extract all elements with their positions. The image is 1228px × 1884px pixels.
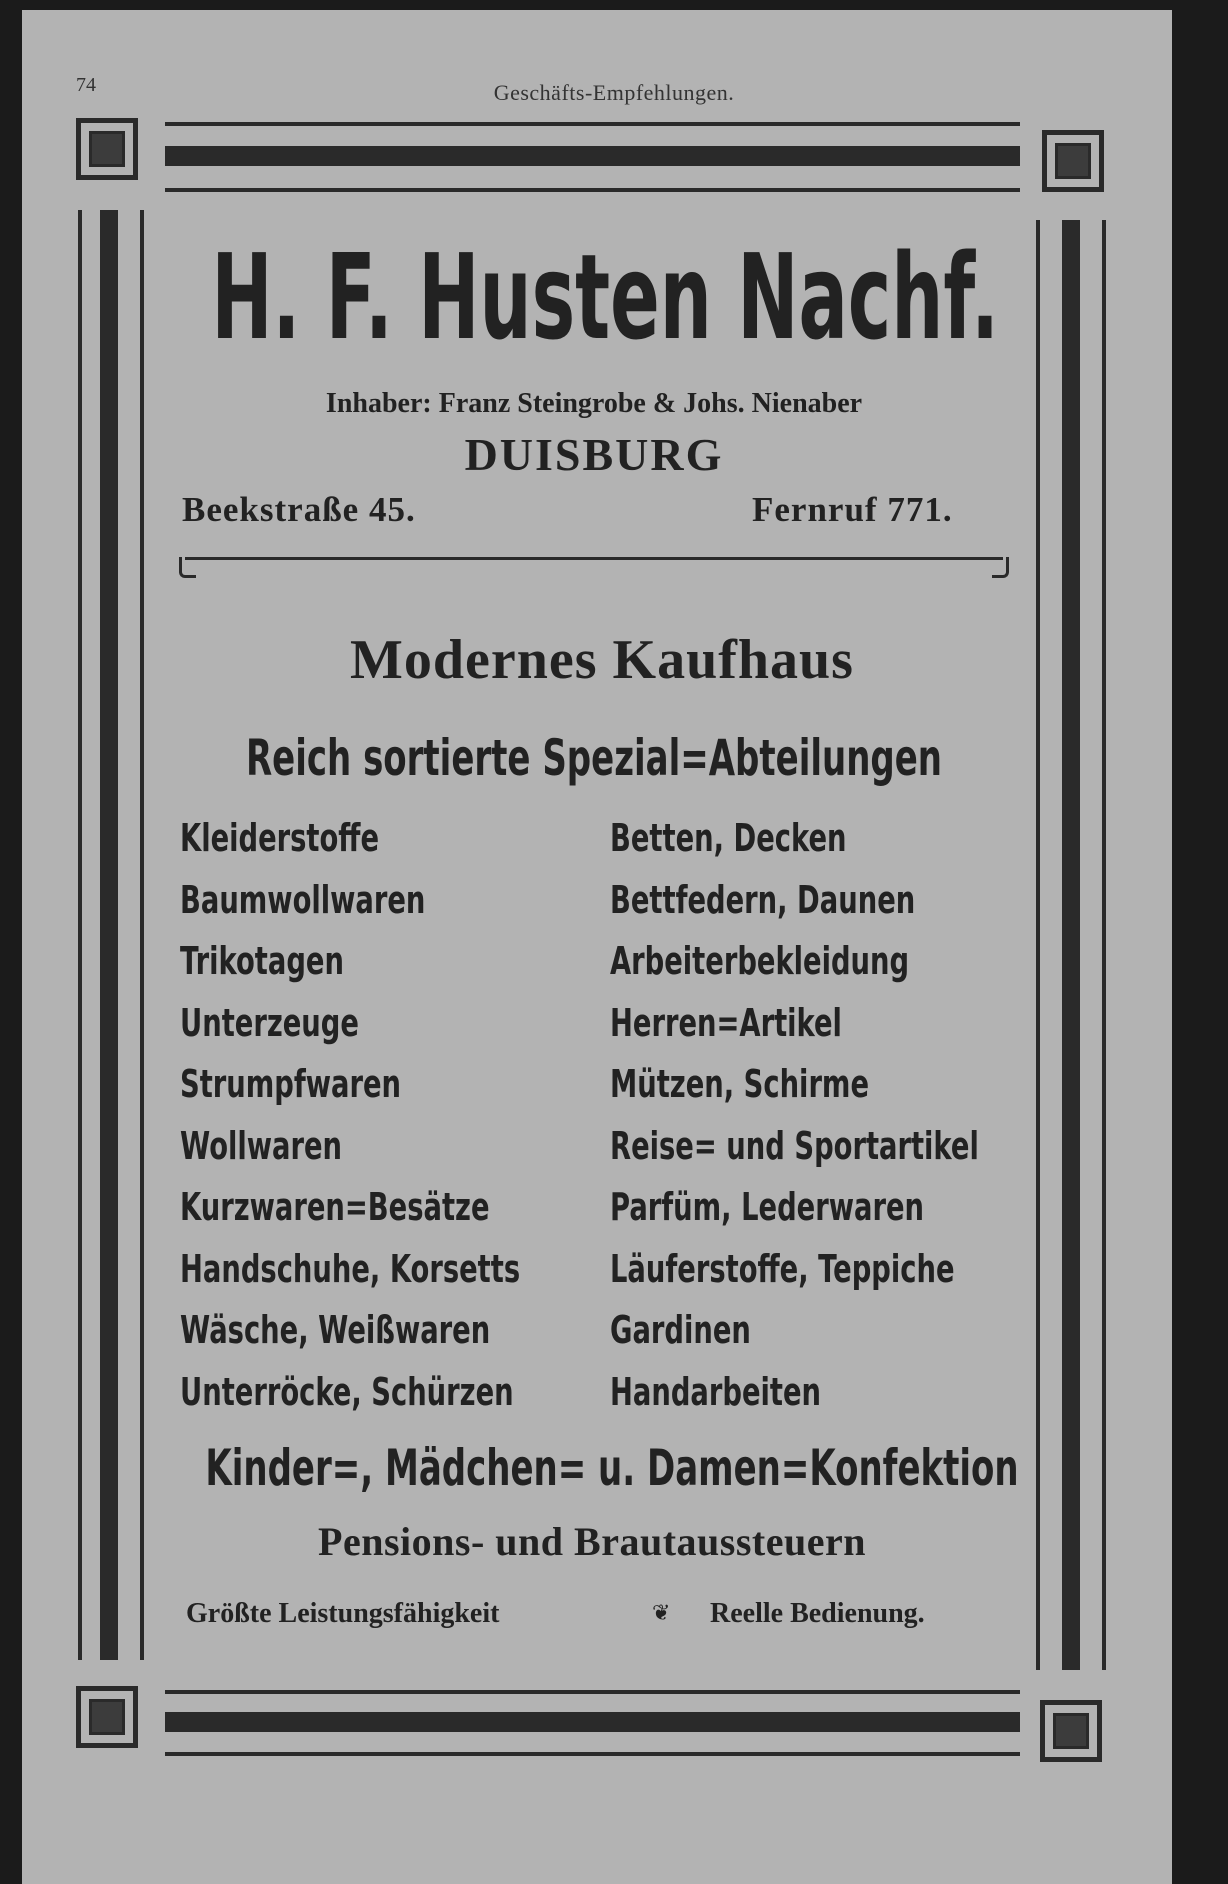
top-left-ornament — [76, 118, 138, 180]
top-rule-thin-2 — [165, 188, 1020, 192]
top-rule-thin-1 — [165, 122, 1020, 126]
slogan-left: Größte Leistungsfähigkeit — [186, 1598, 500, 1629]
phone-number: Fernruf 771. — [752, 490, 953, 529]
list-item: Gardinen — [610, 1308, 751, 1352]
list-item: Wollwaren — [180, 1123, 343, 1168]
decorative-cartouche — [185, 557, 1003, 580]
top-rule-thick — [165, 146, 1020, 166]
list-item: Unterröcke, Schürzen — [180, 1369, 514, 1414]
bottom-rule-thick — [165, 1712, 1020, 1732]
list-item: Trikotagen — [180, 939, 344, 983]
company-name: H. F. Husten Nachf. — [211, 228, 999, 366]
list-item: Läuferstoffe, Teppiche — [610, 1246, 955, 1291]
list-item: Arbeiterbekleidung — [610, 939, 910, 983]
trousseau-line: Pensions- und Brautaussteuern — [318, 1519, 866, 1564]
list-item: Handarbeiten — [610, 1369, 822, 1414]
city-name: DUISBURG — [464, 429, 724, 480]
confection-line: Kinder=, Mädchen= u. Damen=Konfektion — [205, 1439, 1019, 1497]
bottom-rule-thin-2 — [165, 1752, 1020, 1756]
departments-right-column — [610, 808, 1122, 1423]
slogan-right: Reelle Bedienung. — [710, 1598, 925, 1629]
street-address: Beekstraße 45. — [182, 490, 416, 529]
list-item: Bettfedern, Daunen — [610, 877, 916, 922]
running-title: Geschäfts-Empfehlungen. — [493, 80, 735, 105]
departments-left-column — [180, 808, 652, 1423]
list-item: Strumpfwaren — [180, 1062, 402, 1106]
slogan-separator: ❦ — [652, 1600, 671, 1625]
list-item: Herren=Artikel — [610, 1000, 842, 1045]
list-item: Mützen, Schirme — [610, 1062, 870, 1106]
page-number: 74 — [76, 74, 96, 96]
bottom-right-ornament — [1040, 1700, 1102, 1762]
list-item: Parfüm, Lederwaren — [610, 1185, 924, 1229]
owners-line: Inhaber: Franz Steingrobe & Johs. Nienaber — [325, 388, 863, 419]
headline: Modernes Kaufhaus — [350, 629, 854, 691]
list-item: Betten, Decken — [610, 816, 847, 860]
list-item: Unterzeuge — [180, 1000, 359, 1045]
list-item: Baumwollwaren — [180, 877, 426, 922]
bottom-rule-thin-1 — [165, 1690, 1020, 1694]
top-right-ornament — [1042, 130, 1104, 192]
bottom-left-ornament — [76, 1686, 138, 1748]
list-item: Kleiderstoffe — [180, 816, 380, 860]
list-item: Handschuhe, Korsetts — [180, 1246, 521, 1291]
list-item: Reise= und Sportartikel — [610, 1123, 979, 1168]
list-item: Wäsche, Weißwaren — [180, 1308, 491, 1352]
list-item: Kurzwaren=Besätze — [180, 1185, 490, 1229]
subheadline: Reich sortierte Spezial=Abteilungen — [245, 729, 943, 787]
